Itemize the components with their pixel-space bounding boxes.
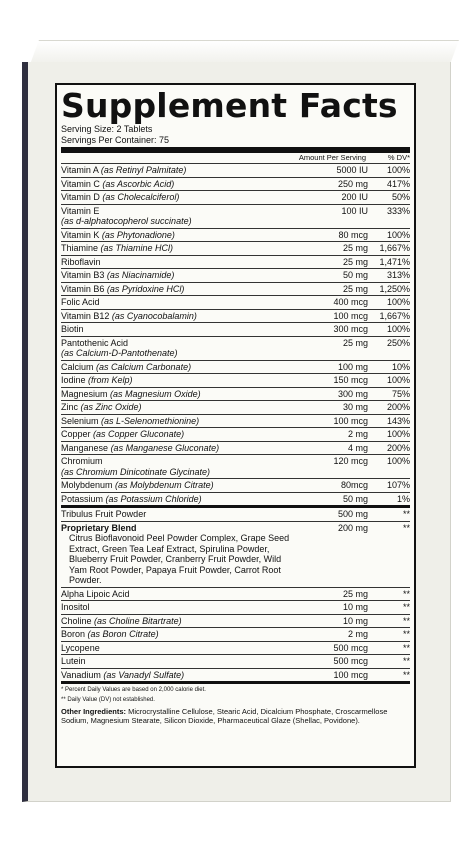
nutrient-name: Pantothenic Acid <box>61 337 129 348</box>
nutrient-amount: 2 mg <box>347 429 368 439</box>
nutrient-source: (as Potassium Chloride) <box>105 493 202 504</box>
nutrient-amount: 500 mcg <box>333 642 368 653</box>
footnote-dv: * Percent Daily Values are based on 2,000 calorie diet. <box>61 687 206 693</box>
nutrient-name: Chromium <box>61 456 103 466</box>
nutrient-row <box>61 427 410 441</box>
nutrient-amount: 400 mcg <box>333 297 368 307</box>
nutrient-amount: 120 mcg <box>333 456 368 466</box>
blend-dv: ** <box>402 522 410 533</box>
nutrient-dv: 1,250% <box>379 283 410 294</box>
nutrient-amount: 25 mg <box>342 243 368 253</box>
nutrient-dv: 200% <box>386 402 410 412</box>
nutrient-row <box>61 163 410 177</box>
nutrient-amount: 25 mg <box>342 588 368 599</box>
nutrient-row <box>61 492 410 506</box>
nutrient-source: (as Vanadyl Sulfate) <box>103 669 185 680</box>
nutrient-name: Thiamine <box>61 243 99 253</box>
dv-header: % DV* <box>387 153 410 162</box>
nutrient-source: (as d-alphatocopherol succinate) <box>61 216 192 226</box>
bottom-rule <box>61 681 410 684</box>
nutrient-name: Biotin <box>61 324 84 334</box>
nutrient-name: Vitamin A <box>61 165 99 175</box>
nutrient-source: (as Magnesium Oxide) <box>110 388 201 399</box>
nutrient-row <box>61 627 410 641</box>
nutrient-amount: 80 mcg <box>338 229 368 240</box>
nutrient-dv: 143% <box>386 415 410 426</box>
nutrient-row <box>61 322 410 336</box>
nutrient-source: (as Zinc Oxide) <box>80 402 142 412</box>
nutrient-source: (as L-Selenomethionine) <box>101 415 200 426</box>
nutrient-row <box>61 614 410 628</box>
nutrient-name: Vitamin C <box>61 178 100 189</box>
nutrient-dv: 100% <box>386 375 410 385</box>
nutrient-row <box>61 414 410 428</box>
nutrient-row <box>61 336 410 360</box>
nutrient-amount: 300 mcg <box>333 324 368 334</box>
nutrient-amount: 100 mg <box>337 361 368 372</box>
nutrient-amount: 100 mcg <box>333 310 368 321</box>
nutrient-amount: 150 mcg <box>333 375 368 385</box>
nutrient-amount: 300 mg <box>337 388 368 399</box>
nutrient-name: Alpha Lipoic Acid <box>61 588 130 599</box>
nutrient-name: Vitamin K <box>61 229 100 240</box>
nutrient-name: Folic Acid <box>61 297 100 307</box>
nutrient-amount: 200 IU <box>341 192 368 202</box>
nutrient-row <box>61 255 410 269</box>
nutrient-source: (as Pyridoxine HCl) <box>106 283 185 294</box>
nutrient-amount: 500 mg <box>337 509 368 519</box>
nutrient-rows <box>61 163 410 505</box>
nutrient-dv: 100% <box>386 324 410 334</box>
nutrient-amount: 30 mg <box>342 402 368 412</box>
nutrient-dv: 100% <box>386 297 410 307</box>
nutrient-source: (as Ascorbic Acid) <box>102 178 175 189</box>
nutrient-source: (from Kelp) <box>88 375 133 385</box>
nutrient-row <box>61 505 410 521</box>
nutrient-name: Molybdenum <box>61 480 113 490</box>
nutrient-dv: ** <box>402 669 410 680</box>
footnote-not-established: ** Daily Value (DV) not established. <box>61 697 155 703</box>
nutrient-name: Iodine <box>61 375 86 385</box>
nutrient-row <box>61 190 410 204</box>
nutrient-amount: 25 mg <box>342 256 368 267</box>
nutrient-amount: 10 mg <box>342 615 368 626</box>
nutrient-amount: 100 IU <box>341 205 368 216</box>
nutrient-row <box>61 600 410 614</box>
nutrient-name: Riboflavin <box>61 256 101 267</box>
nutrient-amount: 50 mg <box>342 270 368 280</box>
other-ingredients <box>61 707 410 725</box>
nutrient-dv: ** <box>402 588 410 599</box>
nutrient-amount: 25 mg <box>342 337 368 348</box>
nutrient-amount: 4 mg <box>347 442 368 453</box>
nutrient-row <box>61 295 410 309</box>
nutrient-amount: 250 mg <box>337 178 368 189</box>
herbal-rows <box>61 505 410 521</box>
nutrient-amount: 10 mg <box>342 602 368 612</box>
other-nutrient-rows <box>61 587 410 682</box>
nutrient-name: Vitamin B6 <box>61 283 105 294</box>
nutrient-name: Vitamin D <box>61 192 100 202</box>
nutrient-name: Potassium <box>61 493 104 504</box>
nutrient-dv: ** <box>402 509 410 519</box>
nutrient-name: Vitamin B3 <box>61 270 105 280</box>
other-ingredients-text: Microcrystalline Cellulose, Stearic Acid, Dicalcium Phosphate, Croscarmellose Sodium, Magnesium Stearate, Silicon Dioxide, Pharmaceutical Glaze (Shellac, Povidone). <box>61 707 388 725</box>
blend-name: Proprietary Blend <box>61 522 137 533</box>
nutrient-dv: 200% <box>386 442 410 453</box>
nutrient-dv: ** <box>402 615 410 626</box>
nutrient-dv: 50% <box>391 192 410 202</box>
column-header <box>61 153 410 163</box>
nutrient-dv: 1,667% <box>379 310 410 321</box>
nutrient-amount: 5000 IU <box>336 165 368 175</box>
nutrient-name: Magnesium <box>61 388 108 399</box>
blend-description: Citrus Bioflavonoid Peel Powder Complex, Grape Seed Extract, Green Tea Leaf Extract, Spirulina Powder, Blueberry Fruit Powder, Cranberry Fruit Powder, Wild Yam Root Powder, Papaya Fruit Powder, Carrot Root Powder. <box>69 533 290 585</box>
nutrient-row <box>61 654 410 668</box>
nutrient-row <box>61 282 410 296</box>
nutrient-dv: 417% <box>386 178 410 189</box>
nutrient-name: Zinc <box>61 402 79 412</box>
nutrient-dv: 100% <box>386 456 410 466</box>
other-ingredients-label: Other Ingredients: <box>61 707 127 716</box>
nutrient-dv: 100% <box>386 229 410 240</box>
nutrient-row <box>61 454 410 478</box>
nutrient-name: Inositol <box>61 602 90 612</box>
nutrient-amount: 500 mcg <box>333 656 368 666</box>
supplement-facts-panel <box>55 83 416 768</box>
nutrient-name: Vanadium <box>61 669 101 680</box>
nutrient-row <box>61 177 410 191</box>
nutrient-row <box>61 478 410 492</box>
nutrient-source: (as Copper Gluconate) <box>93 429 185 439</box>
nutrient-source: (as Choline Bitartrate) <box>94 615 182 626</box>
nutrient-row <box>61 268 410 282</box>
nutrient-row <box>61 309 410 323</box>
nutrient-row <box>61 400 410 414</box>
nutrient-source: (as Calcium-D-Pantothenate) <box>61 348 178 358</box>
nutrient-dv: 100% <box>386 429 410 439</box>
nutrient-name: Manganese <box>61 442 109 453</box>
panel-title: Supplement Facts <box>61 86 398 125</box>
nutrient-source: (as Molybdenum Citrate) <box>115 480 214 490</box>
nutrient-amount: 100 mcg <box>333 669 368 680</box>
nutrient-row <box>61 441 410 455</box>
nutrient-row <box>61 228 410 242</box>
nutrient-row <box>61 587 410 601</box>
nutrient-name: Choline <box>61 615 92 626</box>
nutrient-name: Boron <box>61 629 86 639</box>
nutrient-amount: 2 mg <box>347 629 368 639</box>
nutrient-dv: 250% <box>386 337 410 348</box>
nutrient-name: Copper <box>61 429 91 439</box>
servings-per-container: Servings Per Container: 75 <box>61 135 170 145</box>
nutrient-name: Calcium <box>61 361 94 372</box>
nutrient-source: (as Cholecalciferol) <box>102 192 180 202</box>
nutrient-source: (as Cyanocobalamin) <box>111 310 197 321</box>
nutrient-source: (as Niacinamide) <box>106 270 175 280</box>
nutrient-dv: 107% <box>386 480 410 490</box>
nutrient-dv: 10% <box>391 361 410 372</box>
nutrient-row <box>61 387 410 401</box>
nutrient-name: Vitamin B12 <box>61 310 110 321</box>
nutrient-amount: 100 mcg <box>333 415 368 426</box>
proprietary-blend-row <box>61 521 410 587</box>
nutrient-source: (as Thiamine HCl) <box>100 243 174 253</box>
nutrient-name: Lutein <box>61 656 86 666</box>
serving-size: Serving Size: 2 Tablets <box>61 124 153 134</box>
nutrient-amount: 50 mg <box>342 493 368 504</box>
nutrient-source: (as Boron Citrate) <box>87 629 159 639</box>
nutrient-name: Tribulus Fruit Powder <box>61 509 147 519</box>
nutrient-amount: 25 mg <box>342 283 368 294</box>
nutrient-source: (as Calcium Carbonate) <box>96 361 192 372</box>
nutrient-source: (as Retinyl Palmitate) <box>100 165 187 175</box>
nutrient-row <box>61 204 410 228</box>
nutrient-name: Vitamin E <box>61 205 100 216</box>
nutrient-row <box>61 373 410 387</box>
nutrient-dv: ** <box>402 629 410 639</box>
nutrient-source: (as Manganese Gluconate) <box>110 442 220 453</box>
nutrient-dv: 333% <box>386 205 410 216</box>
nutrient-dv: ** <box>402 656 410 666</box>
nutrient-dv: 1,471% <box>379 256 410 267</box>
nutrient-dv: 1,667% <box>379 243 410 253</box>
nutrient-dv: ** <box>402 602 410 612</box>
amount-header: Amount Per Serving <box>298 153 366 162</box>
nutrient-dv: 100% <box>386 165 410 175</box>
nutrient-dv: 313% <box>386 270 410 280</box>
nutrient-dv: 1% <box>396 493 410 504</box>
nutrient-row <box>61 641 410 655</box>
nutrient-row <box>61 241 410 255</box>
nutrient-name: Lycopene <box>61 642 100 653</box>
nutrient-source: (as Chromium Dinicotinate Glycinate) <box>61 466 211 477</box>
nutrient-row <box>61 360 410 374</box>
nutrient-dv: ** <box>402 642 410 653</box>
nutrient-source: (as Phytonadione) <box>101 229 175 240</box>
nutrient-amount: 80mcg <box>340 480 368 490</box>
blend-amount: 200 mg <box>337 522 368 533</box>
nutrient-name: Selenium <box>61 415 99 426</box>
nutrient-dv: 75% <box>391 388 410 399</box>
nutrient-row <box>61 668 410 682</box>
